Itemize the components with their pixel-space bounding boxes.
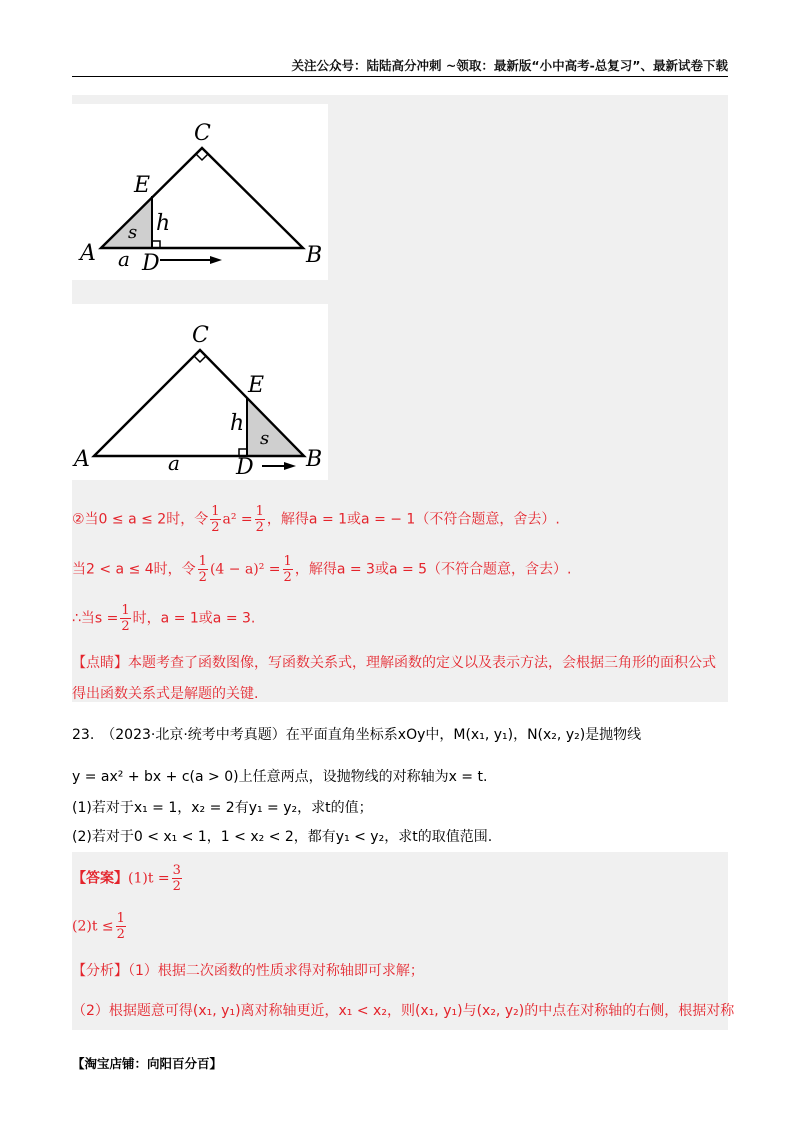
page-footer: 【淘宝店铺：向阳百分百】 [72,1056,223,1071]
fraction-half: $\frac{1}{2}$ [116,911,125,942]
label-h: h [156,211,171,236]
label-d: D [236,455,254,480]
triangle-figure-1 [72,104,328,280]
right-angle-c [194,356,206,362]
label-h: h [230,411,245,436]
question-line-2: y = ax² + bx + c(a > 0)上任意两点，设抛物线的对称轴为x = t. [72,769,488,785]
fraction-half: $\frac{1}{2}$ [283,554,292,585]
fraction-half: $\frac{1}{2}$ [198,554,207,585]
fraction-half: $\frac{1}{2}$ [255,504,264,535]
answer-part-2: (2)t ≤ $\frac{1}{2}$ [72,911,125,942]
label-e: E [134,173,151,198]
label-e: E [248,373,265,398]
figure-1 [72,104,328,280]
solution-therefore: ∴当s = $\frac{1}{2}$ 时，a = 1或a = 3. [72,603,256,634]
solution-case-2: ②当0 ≤ a ≤ 2时，令 $\frac{1}{2}$ a² = $\frac{1}{2}$ ，解得a = 1或a = − 1（不符合题意，舍去）. [72,504,560,535]
label-c: C [194,121,211,146]
question-part-2: (2)若对于0 < x₁ < 1，1 < x₂ < 2，都有y₁ < y₂，求t的取值范围. [72,829,493,845]
comment-line-2: 得出函数关系式是解题的关键. [72,686,259,702]
answer-label: 【答案】 [72,870,128,887]
analysis-line-1: 【分析】（1）根据二次函数的性质求得对称轴即可求解； [72,963,424,979]
answer-part-1: 【答案】(1)t = $\frac{3}{2}$ [72,863,181,894]
label-b: B [306,243,323,268]
label-a-vertex: A [80,241,96,266]
fraction-half: $\frac{1}{2}$ [121,603,130,634]
comment-line-1: 【点睛】本题考查了函数图像，写函数关系式，理解函数的定义以及表示方法，会根据三角形的面积公式 [72,655,716,671]
label-b: B [306,447,323,472]
label-a-length: a [168,451,180,475]
arrow-head [210,256,222,264]
analysis-line-2: （2）根据题意可得(x₁, y₁)离对称轴更近，x₁ < x₂，则(x₁, y₁)与(x₂, y₂)的中点在对称轴的右侧，根据对称 [72,1003,735,1019]
triangle-figure-2 [72,304,328,480]
figure-2 [72,304,328,480]
arrow-head [284,462,296,470]
label-a-vertex: A [74,447,90,472]
header-rule [72,76,728,77]
fraction-half: $\frac{1}{2}$ [211,504,220,535]
page-header: 关注公众号：陆陆高分冲刺 ~领取：最新版“小中高考-总复习”、最新试卷下载 [291,58,728,73]
label-d: D [142,251,160,276]
solution-case-3: 当2 < a ≤ 4时，令 $\frac{1}{2}$ (4 − a)² = $\frac{1}{2}$ ，解得a = 3或a = 5（不符合题意，含去）. [72,554,572,585]
label-s: s [260,428,270,449]
label-c: C [192,323,209,348]
question-line-1: 23. （2023·北京·统考中考真题）在平面直角坐标系xOy中，M(x₁, y₁)，N(x₂, y₂)是抛物线 [72,727,642,743]
right-angle-c [196,154,208,160]
label-s: s [128,222,138,243]
label-a-length: a [118,247,130,271]
fraction-three-halves: $\frac{3}{2}$ [172,863,181,894]
question-part-1: (1)若对于x₁ = 1，x₂ = 2有y₁ = y₂，求t的值； [72,800,373,816]
